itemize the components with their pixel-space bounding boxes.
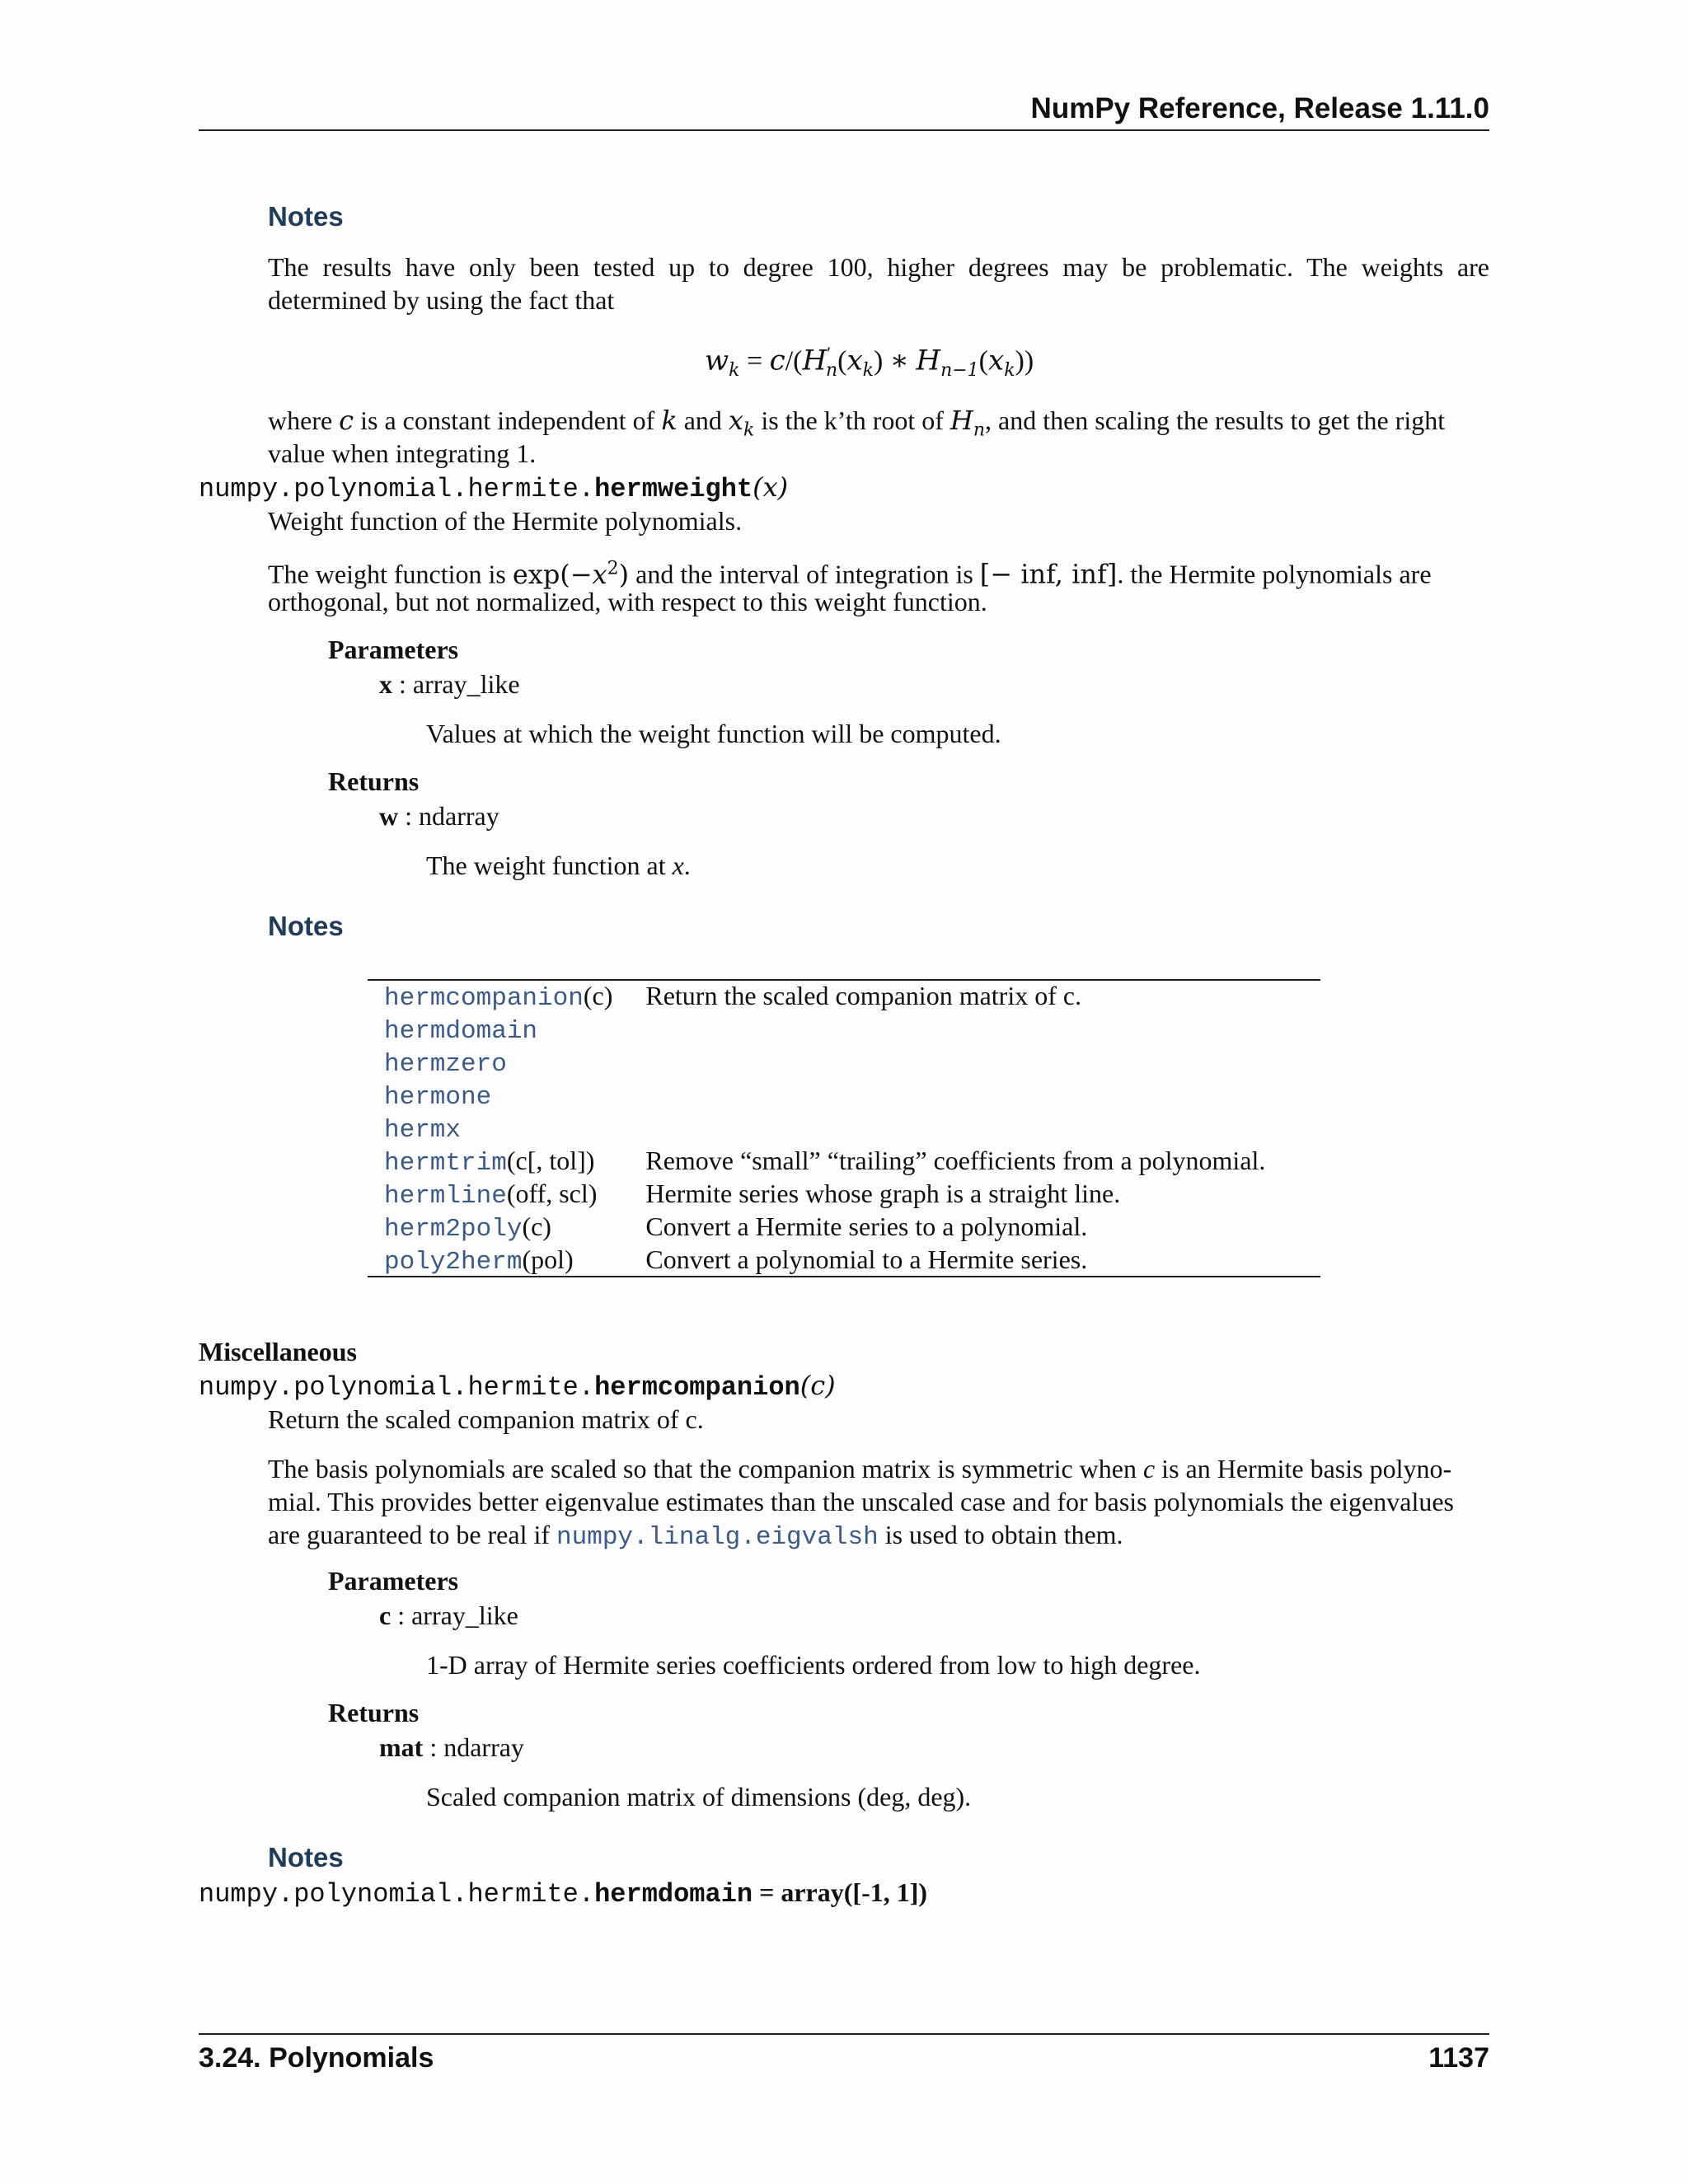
parameters-label-2: Parameters <box>328 1566 459 1596</box>
page-number: 1137 <box>1428 2042 1489 2074</box>
table-row <box>368 1080 1282 1113</box>
hermweight-signature[interactable] <box>199 471 788 504</box>
function-args: (c) <box>583 981 613 1010</box>
function-cell <box>368 1047 629 1080</box>
sig-value: = array([-1, 1]) <box>753 1877 928 1907</box>
table-row <box>368 1113 1282 1146</box>
hermweight-summary: Weight function of the Hermite polynomials. <box>268 506 743 536</box>
function-description <box>629 1113 1282 1146</box>
table-bottom-rule <box>368 1276 1320 1277</box>
sig-prefix: numpy.polynomial.hermite. <box>199 1879 595 1910</box>
table-row <box>368 1212 1282 1244</box>
hermcompanion-desc-1: The basis polynomials are scaled so that the companion matrix is symmetric when c is an Hermite basis polyno- <box>268 1454 1452 1483</box>
sig-prefix: numpy.polynomial.hermite. <box>199 1372 595 1403</box>
header-rule <box>199 129 1489 131</box>
hermcompanion-signature[interactable] <box>199 1370 836 1403</box>
function-cell <box>368 1212 629 1244</box>
function-args: (c[, tol]) <box>506 1146 595 1175</box>
function-description <box>629 1047 1282 1080</box>
sig-args: (x) <box>753 471 789 503</box>
eigvalsh-link[interactable]: numpy.linalg.eigvalsh <box>556 1523 879 1552</box>
param-x: x : array_like <box>379 669 520 699</box>
function-args: (off, scl) <box>506 1179 598 1208</box>
function-description: Hermite series whose graph is a straight line. <box>645 1179 1121 1208</box>
function-link[interactable]: hermtrim <box>384 1149 507 1178</box>
function-link[interactable]: herm2poly <box>384 1215 523 1244</box>
function-cell <box>368 1244 629 1277</box>
table-row <box>368 1014 1282 1047</box>
function-description: Convert a Hermite series to a polynomial. <box>645 1212 1088 1241</box>
sig-prefix: numpy.polynomial.hermite. <box>199 474 595 504</box>
hermdomain-signature[interactable] <box>199 1877 927 1910</box>
notes-heading: Notes <box>268 201 344 232</box>
returns-label-2: Returns <box>328 1698 420 1727</box>
notes-paragraph-2-end: value when integrating 1. <box>268 438 537 468</box>
function-link[interactable]: hermdomain <box>384 1017 538 1046</box>
function-cell <box>368 1080 629 1113</box>
hermcompanion-summary: Return the scaled companion matrix of c. <box>268 1404 704 1434</box>
function-link[interactable]: hermline <box>384 1182 507 1211</box>
hermcompanion-desc-3: are guaranteed to be real if numpy.linalg.eigvalsh is used to obtain them. <box>268 1520 1123 1552</box>
function-link[interactable]: hermzero <box>384 1050 507 1079</box>
table-row <box>368 1047 1282 1080</box>
returns-label: Returns <box>328 766 420 796</box>
param-c: c : array_like <box>379 1601 518 1630</box>
return-mat-desc: Scaled companion matrix of dimensions (deg, deg). <box>426 1782 972 1811</box>
notes-paragraph-2: where c is a constant independent of k and $x_k$ is the k’th root of $H_n$, and then scaling the results to get the right <box>268 405 1446 441</box>
footer-section: 3.24. Polynomials <box>199 2042 434 2074</box>
return-mat: mat : ndarray <box>379 1732 524 1762</box>
sig-name: hermweight <box>594 474 753 504</box>
function-summary-table <box>368 981 1282 1277</box>
function-args: (pol) <box>522 1244 574 1274</box>
function-cell <box>368 981 629 1014</box>
function-cell <box>368 1014 629 1047</box>
sig-args: (c) <box>799 1370 836 1401</box>
function-args: (c) <box>522 1212 551 1241</box>
notes-heading-3: Notes <box>268 1842 344 1872</box>
function-link[interactable]: hermcompanion <box>384 984 584 1013</box>
function-link[interactable]: hermone <box>384 1083 492 1112</box>
function-link[interactable]: hermx <box>384 1116 462 1145</box>
table-row <box>368 1179 1282 1212</box>
function-description <box>629 1080 1282 1113</box>
return-w: w : ndarray <box>379 801 499 831</box>
table-row <box>368 1244 1282 1277</box>
param-c-desc: 1-D array of Hermite series coefficients ordered from low to high degree. <box>426 1650 1201 1680</box>
notes-heading-2: Notes <box>268 911 344 941</box>
param-x-desc: Values at which the weight function will be computed. <box>426 719 1001 748</box>
function-description: Convert a polynomial to a Hermite series. <box>645 1244 1088 1274</box>
hermcompanion-desc-2: mial. This provides better eigenvalue estimates than the unscaled case and for basis polynomials the eigenvalues <box>268 1487 1454 1516</box>
function-cell <box>368 1179 629 1212</box>
function-link[interactable]: poly2herm <box>384 1248 523 1277</box>
function-cell <box>368 1113 629 1146</box>
hermweight-description: The weight function is $\exp(-x^2)$ and the interval of integration is [− inf, inf]. the Hermite polynomials are <box>268 558 1432 590</box>
sig-name: hermdomain <box>594 1879 753 1910</box>
weight-equation: $w_k = c/(H'_n(x_k)$ ∗ $H_{n-1}(x_k)$) <box>705 343 1034 382</box>
parameters-label: Parameters <box>328 635 459 664</box>
function-description <box>629 1014 1282 1047</box>
footer-rule <box>199 2033 1489 2035</box>
function-description: Remove “small” “trailing” coefficients from a polynomial. <box>645 1146 1266 1175</box>
running-header: NumPy Reference, Release 1.11.0 <box>1030 92 1489 124</box>
return-w-desc: The weight function at x. <box>426 851 691 880</box>
notes-paragraph: The results have only been tested up to degree 100, higher degrees may be problematic. The weights are determined by using the fact that <box>268 252 1489 315</box>
sig-name: hermcompanion <box>594 1372 800 1403</box>
table-row <box>368 1146 1282 1179</box>
function-cell <box>368 1146 629 1179</box>
function-description: Return the scaled companion matrix of c. <box>645 981 1082 1010</box>
miscellaneous-heading: Miscellaneous <box>199 1337 357 1366</box>
table-row <box>368 981 1282 1014</box>
hermweight-description-2: orthogonal, but not normalized, with respect to this weight function. <box>268 587 987 616</box>
